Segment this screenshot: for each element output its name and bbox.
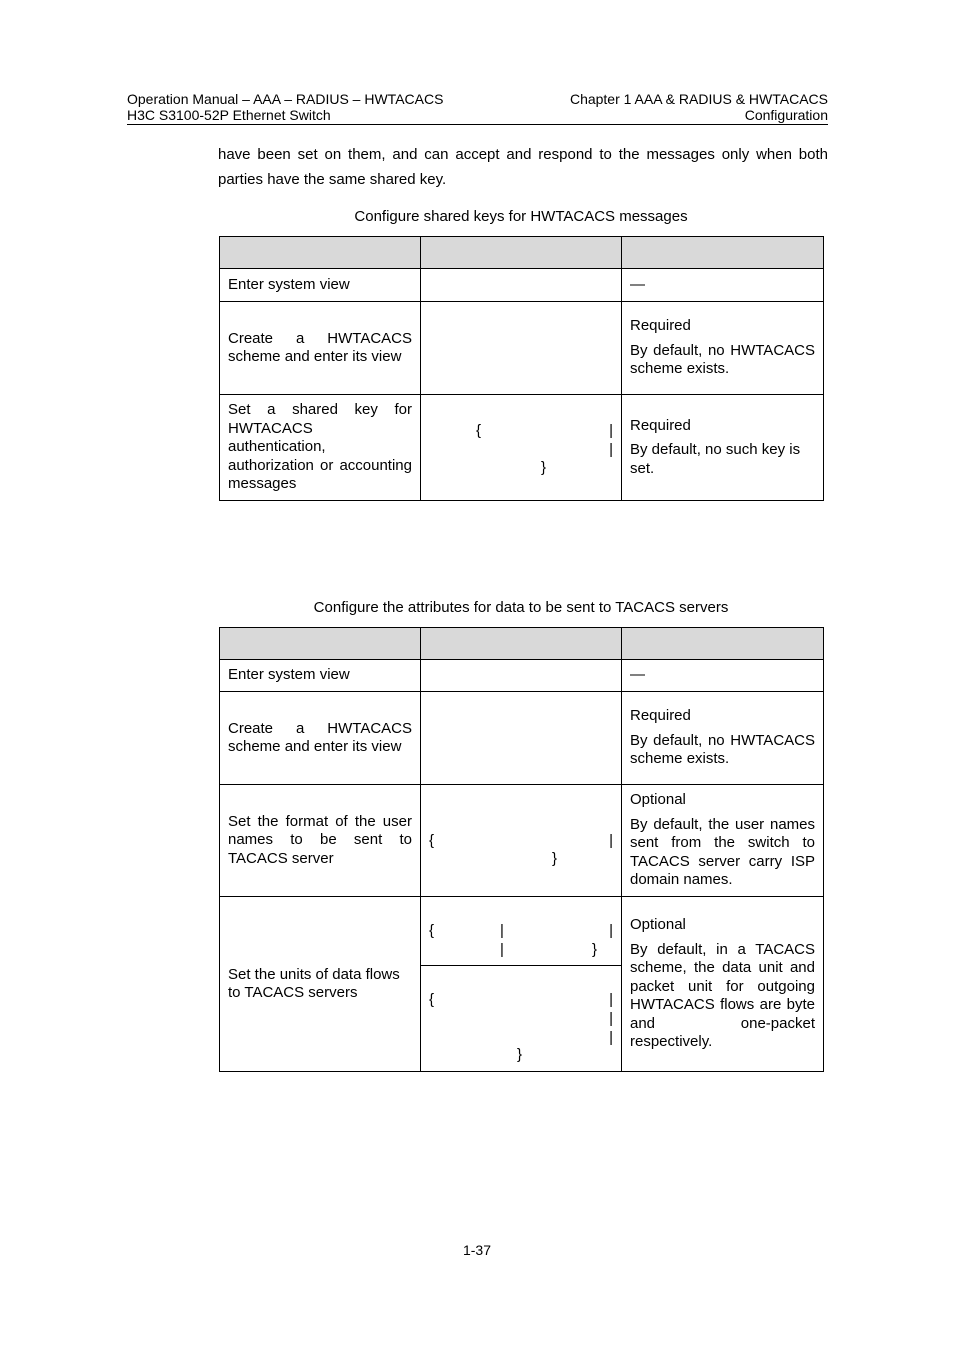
table-header-row xyxy=(220,237,824,269)
command-cell: { | | | } xyxy=(421,897,622,966)
remark-requirement: Required xyxy=(630,416,691,434)
remark-requirement: Required xyxy=(630,317,691,335)
command-cell xyxy=(421,302,622,395)
table-row xyxy=(220,785,824,897)
table-row xyxy=(220,692,824,785)
table-data-attributes xyxy=(219,627,824,1072)
remarks-cell xyxy=(622,897,824,1072)
operation-cell: Enter system view xyxy=(220,269,421,302)
command-cell: { | | | } xyxy=(421,966,622,1072)
header-cell xyxy=(622,237,824,269)
remarks-cell: — xyxy=(622,269,824,302)
remark-requirement: Required xyxy=(630,707,691,725)
command-cell xyxy=(421,269,622,302)
remarks-cell xyxy=(622,785,824,897)
table-shared-keys xyxy=(219,236,824,501)
operation-cell: Create a HWTACACS scheme and enter its view xyxy=(220,302,421,395)
remarks-cell: — xyxy=(622,660,824,692)
operation-cell: Create a HWTACACS scheme and enter its view xyxy=(220,692,421,785)
table1-caption: Configure shared keys for HWTACACS messages xyxy=(354,208,688,225)
operation-cell: Set a shared key for HWTACACS authentication, authorization or accounting messages xyxy=(220,395,421,501)
remark-default: By default, no HWTACACS scheme exists. xyxy=(630,341,815,378)
command-cell: { | | } xyxy=(421,395,622,501)
operation-cell: Set the format of the user names to be sent to TACACS server xyxy=(220,785,421,897)
remark-requirement: Optional xyxy=(630,791,686,809)
header-divider xyxy=(127,124,828,125)
table-row xyxy=(220,660,824,692)
table-row xyxy=(220,302,824,395)
remark-default: By default, the user names sent from the switch to TACACS server carry ISP domain names. xyxy=(630,815,815,889)
header-cell xyxy=(421,628,622,660)
remark-requirement: Optional xyxy=(630,916,686,934)
operation-cell: Enter system view xyxy=(220,660,421,692)
header-cell xyxy=(421,237,622,269)
remark-default: By default, no such key is set. xyxy=(630,441,801,477)
header-cell xyxy=(220,628,421,660)
remarks-cell xyxy=(622,395,824,501)
command-cell: { | } xyxy=(421,785,622,897)
table-row xyxy=(220,897,824,966)
intro-paragraph: have been set on them, and can accept and respond to the messages only when both parties have the same shared key. xyxy=(218,146,828,188)
remarks-cell xyxy=(622,302,824,395)
table-row xyxy=(220,269,824,302)
header-cell xyxy=(622,628,824,660)
command-cell xyxy=(421,660,622,692)
command-cell xyxy=(421,692,622,785)
page-number: 1-37 xyxy=(462,1242,492,1258)
remark-default: By default, no HWTACACS scheme exists. xyxy=(630,731,815,768)
product-name: H3C S3100-52P Ethernet Switch xyxy=(127,107,331,123)
manual-title: Operation Manual – AAA – RADIUS – HWTACACS xyxy=(127,91,444,107)
table2-caption: Configure the attributes for data to be sent to TACACS servers xyxy=(313,599,729,616)
chapter-title: Chapter 1 AAA & RADIUS & HWTACACS xyxy=(569,91,828,107)
table-header-row xyxy=(220,628,824,660)
section-name: Configuration xyxy=(744,107,828,123)
operation-cell: Set the units of data flows to TACACS servers xyxy=(220,897,421,1072)
remarks-cell xyxy=(622,692,824,785)
remark-default: By default, in a TACACS scheme, the data unit and packet unit for outgoing HWTACACS flows are byte and one-packet respectively. xyxy=(630,940,815,1051)
header-left xyxy=(127,91,443,123)
header-cell xyxy=(220,237,421,269)
header-right xyxy=(570,91,828,123)
table-row xyxy=(220,395,824,501)
